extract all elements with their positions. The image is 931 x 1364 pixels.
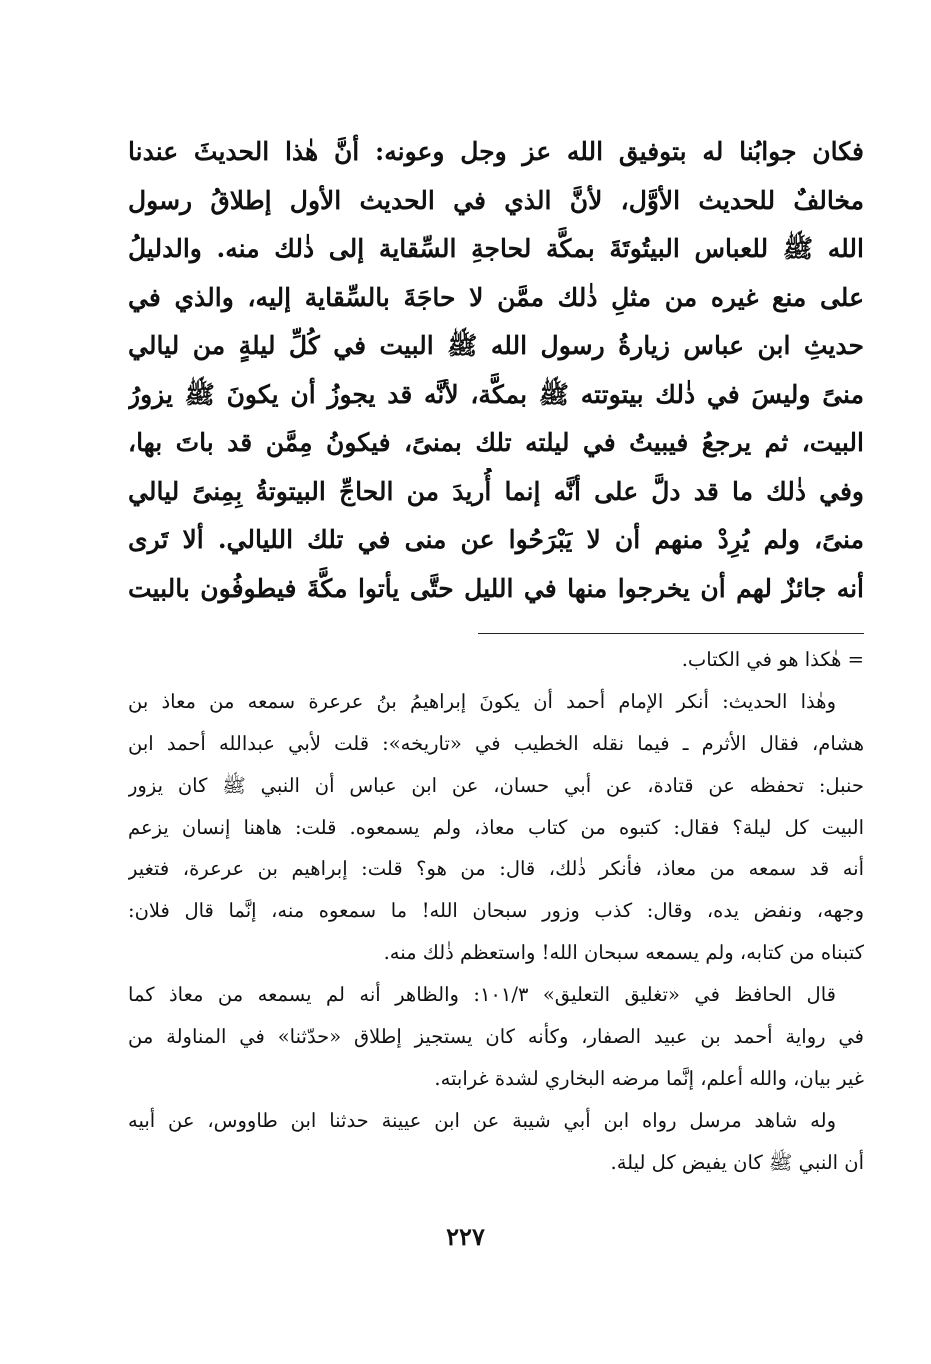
footnote-line: وله شاهد مرسل رواه ابن أبي شيبة عن ابن عيينة حدثنا ابن طاووس، عن أبيه xyxy=(128,1108,836,1132)
main-text-line: مخالفٌ للحديث الأوَّل، لأنَّ الذي في الحديث الأول إطلاقُ رسول xyxy=(128,185,864,215)
footnote-line: غير بيان، والله أعلم، إنَّما مرضه البخاري لشدة غرابته. xyxy=(434,1066,864,1090)
main-text-line: الله ﷺ للعباس البيتُوتَةَ بمكَّة لحاجةِ السِّقاية إلى ذٰلك منه. والدليلُ xyxy=(128,234,864,263)
footnote-line: = هٰكذا هو في الكتاب. xyxy=(681,648,864,671)
main-text-line: البيت، ثم يرجعُ فيبيتُ في ليلته تلك بمنىً، فيكونُ مِمَّن قد باتَ بها، xyxy=(128,428,864,457)
footnotes-block xyxy=(128,639,864,1184)
footnote-line: هشام، فقال الأثرم ـ فيما نقله الخطيب في «تاريخه»: قلت لأبي عبدالله أحمد ابن xyxy=(128,731,864,755)
main-text-line: فكان جوابُنا له بتوفيق الله عز وجل وعونه: أنَّ هٰذا الحديثَ عندنا xyxy=(128,137,864,166)
footnote-line: في رواية أحمد بن عبيد الصفار، وكأنه كان يستجيز إطلاق «حدّثنا» في المناولة من xyxy=(128,1025,864,1049)
main-text-line: أنه جائزٌ لهم أن يخرجوا منها في الليل حتَّى يأتوا مكَّةَ فيطوفُون بالبيت xyxy=(128,573,864,603)
footnote-line: كتبناه من كتابه، ولم يسمعه سبحان الله! واستعظم ذٰلك منه. xyxy=(383,941,864,965)
footnote-line: أن النبي ﷺ كان يفيض كل ليلة. xyxy=(610,1150,864,1174)
footnote-line: وجهه، ونفض يده، وقال: كذب وزور سبحان الله! ما سمعوه منه، إنَّما قال فلان: xyxy=(128,899,864,923)
footnote-line: وهٰذا الحديث: أنكر الإمام أحمد أن يكونَ إبراهيمُ بنُ عرعرة سمعه من معاذ بن xyxy=(128,689,836,713)
main-text-line: وفي ذٰلك ما قد دلَّ على أنَّه إنما أُريدَ من الحاجِّ البيتوتةُ بِمِنىً ليالي xyxy=(128,476,864,506)
footnote-line: قال الحافظ في «تغليق التعليق» ١٠١/٣: والظاهر أنه لم يسمعه من معاذ كما xyxy=(128,983,836,1007)
main-text-line: حديثِ ابن عباس زيارةُ رسول الله ﷺ البيت في كُلِّ ليلةٍ من ليالي xyxy=(128,331,864,360)
main-text-block xyxy=(128,128,864,613)
main-text-line: منىً وليسَ في ذٰلك بيتوتته ﷺ بمكَّة، لأنَّه قد يجوزُ أن يكونَ ﷺ يزورُ xyxy=(128,379,864,409)
main-text-line: منىً، ولم يُرِدْ منهم أن لا يَبْرَحُوا عن منى في تلك الليالي. ألا تَرى xyxy=(128,525,864,554)
main-text-line: على منع غيره من مثلِ ذٰلك ممَّن لا حاجَةَ بالسِّقاية إليه، والذي في xyxy=(128,282,864,312)
page-number: ٢٢٧ xyxy=(446,1222,485,1251)
footnote-line: حنبل: تحفظه عن قتادة، عن أبي حسان، عن ابن عباس أن النبي ﷺ كان يزور xyxy=(128,773,864,797)
footnote-line: البيت كل ليلة؟ فقال: كتبوه من كتاب معاذ، ولم يسمعوه. قلت: هاهنا إنسان يزعم xyxy=(128,815,864,839)
footnote-separator xyxy=(478,633,864,634)
footnote-line: أنه قد سمعه من معاذ، فأنكر ذٰلك، قال: من هو؟ قلت: إبراهيم بن عرعرة، فتغير xyxy=(128,857,864,881)
